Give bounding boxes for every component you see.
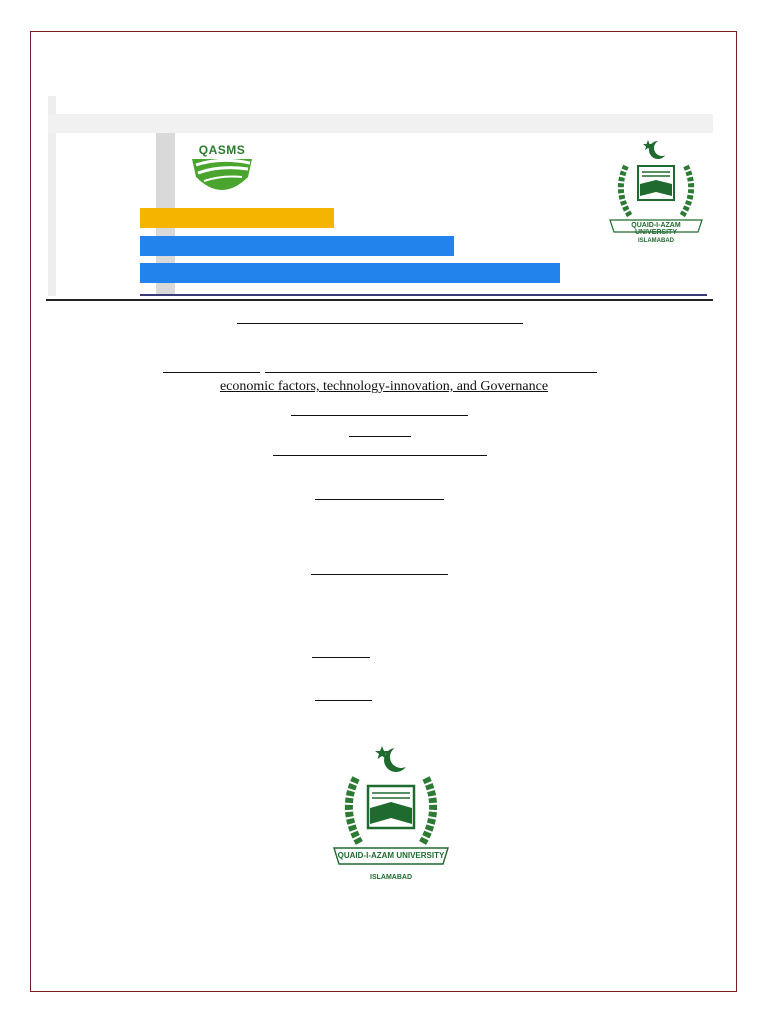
top-emblem-university-name: QUAID-I-AZAM UNIVERSITY [631,222,681,236]
subtitle-underline-left [163,372,260,373]
header-rule [46,299,713,301]
university-emblem-bottom [330,742,452,890]
university-emblem-top [606,136,706,250]
header-rule-thin [140,294,707,296]
qasms-logo [190,143,254,197]
thesis-subtitle: economic factors, technology-innovation, and Governance [219,379,549,394]
header-bar-blue-2 [140,263,560,283]
cosupervisor-underline [311,574,448,575]
bottom-emblem-city: ISLAMABAD [370,874,412,881]
session-underline [312,657,370,658]
header-gray-band [48,114,713,133]
supervisor-underline [315,499,444,500]
year-underline [315,700,372,701]
regno-underline [349,436,411,437]
bottom-emblem-university-name: QUAID-I-AZAM UNIVERSITY [337,851,445,860]
author-underline [291,415,468,416]
department-underline [273,455,487,456]
subtitle-underline-right [265,372,597,373]
qasms-logo-text: QASMS [198,143,246,157]
title-underline [237,323,523,324]
header-bar-blue-1 [140,236,454,256]
top-emblem-city: ISLAMABAD [638,238,674,244]
header-bar-yellow [140,208,334,228]
